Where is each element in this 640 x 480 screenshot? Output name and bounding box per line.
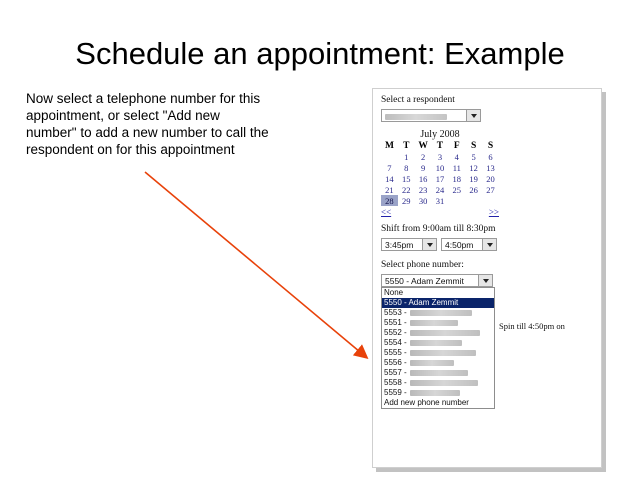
list-item[interactable]: 5554 - — [382, 338, 494, 348]
list-item[interactable]: 5553 - — [382, 308, 494, 318]
list-item[interactable]: 5559 - — [382, 388, 494, 398]
annotation-text: Now select a telephone number for this appointment, or select "Add new number" to add a new number to call the respondent on for this appointment — [26, 91, 269, 157]
list-item[interactable]: 5556 - — [382, 358, 494, 368]
calendar-grid[interactable] — [381, 141, 499, 206]
calendar-day[interactable]: 16 — [418, 173, 428, 184]
calendar-day[interactable] — [482, 195, 499, 206]
calendar-day[interactable]: 22 — [402, 184, 411, 195]
calendar-day[interactable]: 6 — [488, 151, 493, 162]
calendar-week-row — [381, 151, 499, 162]
phone-select[interactable] — [381, 274, 493, 287]
calendar-weekday-row — [381, 141, 499, 151]
time-range-row — [381, 238, 593, 251]
calendar-day[interactable]: 26 — [469, 184, 478, 195]
calendar-week-row — [381, 173, 499, 184]
calendar-weekday: W — [418, 141, 428, 151]
calendar-week-row — [381, 162, 499, 173]
calendar-day[interactable] — [448, 195, 465, 206]
phone-select-area — [381, 274, 565, 407]
calendar-day[interactable]: 13 — [486, 162, 495, 173]
calendar-day[interactable] — [381, 151, 398, 162]
respondent-value-redacted — [385, 114, 447, 120]
calendar-day[interactable]: 1 — [404, 151, 409, 162]
start-time-value: 3:45pm — [385, 240, 414, 250]
calendar-weekday: T — [436, 141, 444, 151]
calendar-day[interactable]: 31 — [435, 195, 445, 206]
calendar-weekday: S — [487, 141, 494, 151]
calendar-day[interactable]: 29 — [402, 195, 411, 206]
calendar-day[interactable]: 15 — [402, 173, 411, 184]
calendar-day[interactable]: 25 — [452, 184, 462, 195]
calendar-day[interactable]: 2 — [420, 151, 426, 162]
calendar-day[interactable]: 3 — [437, 151, 443, 162]
calendar-month-label: July 2008 — [420, 129, 460, 140]
calendar-day[interactable]: 30 — [418, 195, 428, 206]
phone-dropdown-list[interactable] — [381, 287, 495, 409]
calendar-day[interactable]: 19 — [469, 173, 478, 184]
calendar-day[interactable]: 27 — [486, 184, 495, 195]
calendar-day[interactable]: 12 — [469, 162, 478, 173]
start-time-select[interactable] — [381, 238, 437, 251]
list-item[interactable]: 5558 - — [382, 378, 494, 388]
calendar-day[interactable]: 5 — [471, 151, 476, 162]
calendar-week-row — [381, 195, 499, 206]
calendar-day-today[interactable]: 28 — [381, 195, 398, 206]
list-item[interactable]: 5552 - — [382, 328, 494, 338]
page-title: Schedule an appointment: Example — [75, 36, 565, 71]
calendar-weekday: T — [403, 141, 410, 151]
list-item-selected[interactable]: 5550 - Adam Zemmit — [382, 298, 494, 308]
calendar-day[interactable]: 23 — [418, 184, 428, 195]
list-item[interactable]: 5551 - — [382, 318, 494, 328]
calendar-day[interactable]: 10 — [435, 162, 445, 173]
calendar-day[interactable]: 8 — [404, 162, 409, 173]
calendar-day[interactable]: 11 — [452, 162, 461, 173]
calendar-day[interactable]: 14 — [385, 173, 394, 184]
shift-hours-text: Shift from 9:00am till 8:30pm — [381, 224, 496, 234]
calendar-weekday: M — [384, 141, 394, 151]
end-time-value: 4:50pm — [445, 240, 474, 250]
calendar-prev-link[interactable]: << — [381, 207, 392, 217]
calendar-week-row — [381, 184, 499, 195]
chevron-down-icon[interactable] — [478, 275, 492, 286]
calendar-day[interactable]: 7 — [387, 162, 392, 173]
list-item-add-number[interactable]: Add new phone number — [384, 398, 469, 407]
calendar-day[interactable]: 20 — [486, 173, 495, 184]
chevron-down-icon[interactable] — [482, 239, 496, 250]
phone-label: Select phone number: — [381, 260, 464, 270]
calendar-day[interactable]: 17 — [435, 173, 445, 184]
end-time-select[interactable] — [441, 238, 497, 251]
phone-select-value: 5550 - Adam Zemmit — [385, 276, 464, 286]
list-item[interactable]: 5557 - — [382, 368, 494, 378]
calendar-day[interactable]: 4 — [454, 151, 459, 162]
chevron-down-icon[interactable] — [422, 239, 436, 250]
calendar-day[interactable]: 18 — [452, 173, 462, 184]
calendar — [381, 129, 499, 217]
calendar-next-link[interactable]: >> — [488, 207, 499, 217]
chevron-down-icon[interactable] — [466, 110, 480, 121]
list-item[interactable]: 5555 - — [382, 348, 494, 358]
calendar-day[interactable] — [465, 195, 482, 206]
calendar-weekday: S — [470, 141, 477, 151]
respondent-label: Select a respondent — [381, 95, 455, 105]
spill-text: Spin till 4:50pm on — [499, 321, 565, 331]
app-screenshot — [372, 88, 602, 468]
calendar-day[interactable]: 24 — [435, 184, 445, 195]
respondent-select[interactable] — [381, 109, 481, 122]
calendar-weekday: F — [453, 141, 460, 151]
calendar-day[interactable]: 21 — [385, 184, 394, 195]
list-item[interactable]: None — [384, 288, 404, 297]
calendar-day[interactable]: 9 — [420, 162, 426, 173]
